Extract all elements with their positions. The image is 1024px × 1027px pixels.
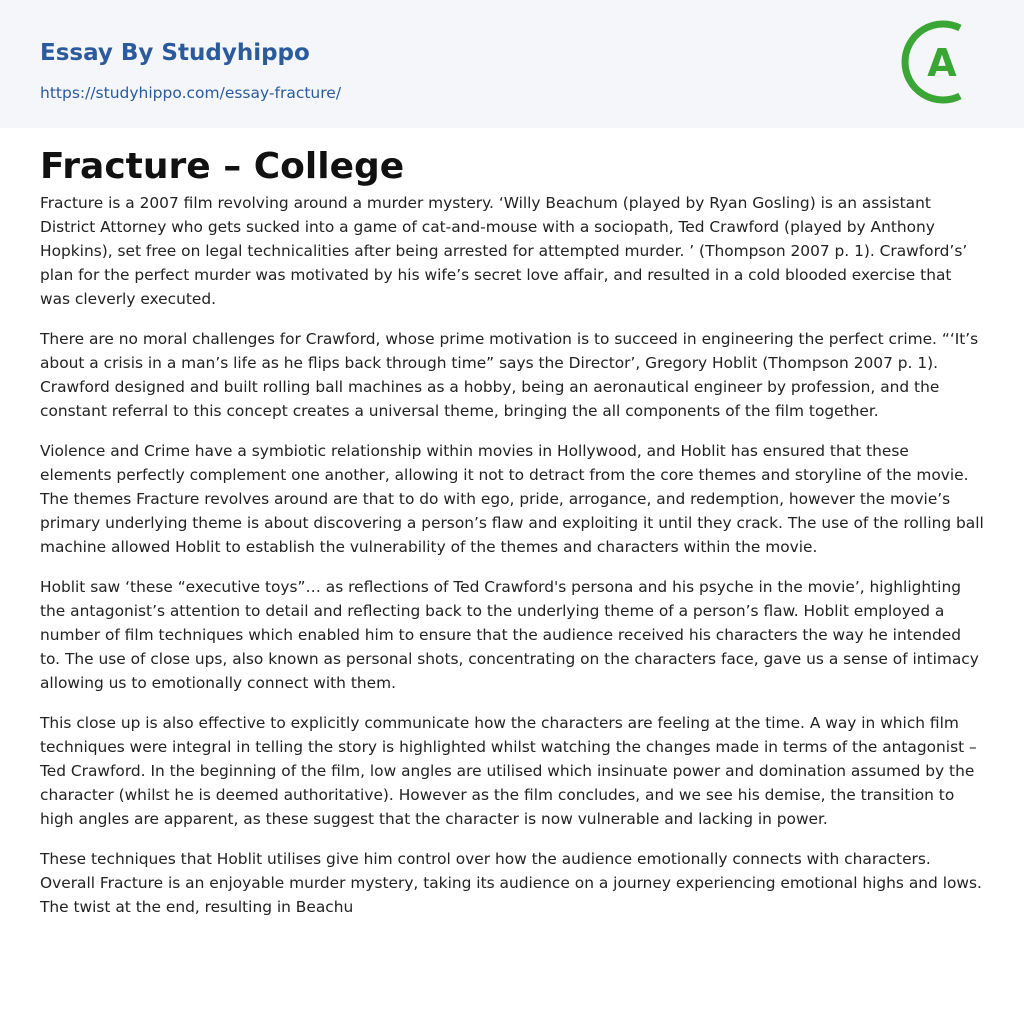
site-title[interactable]: Essay By Studyhippo [40,40,310,66]
essay-paragraph: There are no moral challenges for Crawford, whose prime motivation is to succeed in engineering the perfect crime. “‘It’s about a crisis in a man’s life as he flips back through time” says the Director’, Gregory Hoblit (Thompson 2007 p. 1). Crawford designed and built rolling ball machines as a hobby, being an aeronautical engineer by profession, and the constant referral to this concept creates a universal theme, bringing the all components of the film together. [40,330,979,421]
essay-title: Fracture – College [40,146,405,187]
essay-paragraph: Fracture is a 2007 film revolving around a murder mystery. ‘Willy Beachum (played by Ryan Gosling) is an assistant District Attorney who gets sucked into a game of cat-and-mouse with a sociopath, Ted Crawford (played by Anthony Hopkins), set free on legal technicalities after being arrested for attempted murder. ’ (Thompson 2007 p. 1). Crawford’s’ plan for the perfect murder was motivated by his wife’s secret love affair, and resulted in a cold blooded exercise that was cleverly executed. [40,194,968,309]
essay-paragraph: Hoblit saw ‘these “executive toys”… as reflections of Ted Crawford's persona and his psyche in the movie’, highlighting the antagonist’s attention to detail and reflecting back to the underlying theme of a person’s flaw. Hoblit employed a number of film techniques which enabled him to ensure that the audience received his characters the way he intended to. The use of close ups, also known as personal shots, concentrating on the characters face, gave us a sense of intimacy allowing us to emotionally connect with them. [40,578,979,693]
studyhippo-logo-icon[interactable] [900,18,988,106]
essay-paragraph: Violence and Crime have a symbiotic relationship within movies in Hollywood, and Hoblit has ensured that these elements perfectly complement one another, allowing it not to detract from the core themes and storyline of the movie. The themes Fracture revolves around are that to do with ego, pride, arrogance, and redemption, however the movie’s primary underlying theme is about discovering a person’s flaw and exploiting it until they crack. The use of the rolling ball machine allowed Hoblit to establish the vulnerability of the themes and characters within the movie. [40,442,984,557]
essay-content [0,128,1024,919]
essay-paragraph: This close up is also effective to explicitly communicate how the characters are feeling at the time. A way in which film techniques were integral in telling the story is highlighted whilst watching the changes made in terms of the antagonist – Ted Crawford. In the beginning of the film, low angles are utilised which insinuate power and domination assumed by the character (whilst he is deemed authoritative). However as the film concludes, and we see his demise, the transition to high angles are apparent, as these suggest that the character is now vulnerable and lacking in power. [40,714,977,829]
logo-letter: A [927,41,957,85]
site-header [0,0,1024,128]
essay-url-link[interactable]: https://studyhippo.com/essay-fracture/ [40,84,342,102]
essay-paragraph: These techniques that Hoblit utilises give him control over how the audience emotionally connects with characters. Overall Fracture is an enjoyable murder mystery, taking its audience on a journey experiencing emotional highs and lows. The twist at the end, resulting in Beachu [40,850,982,917]
